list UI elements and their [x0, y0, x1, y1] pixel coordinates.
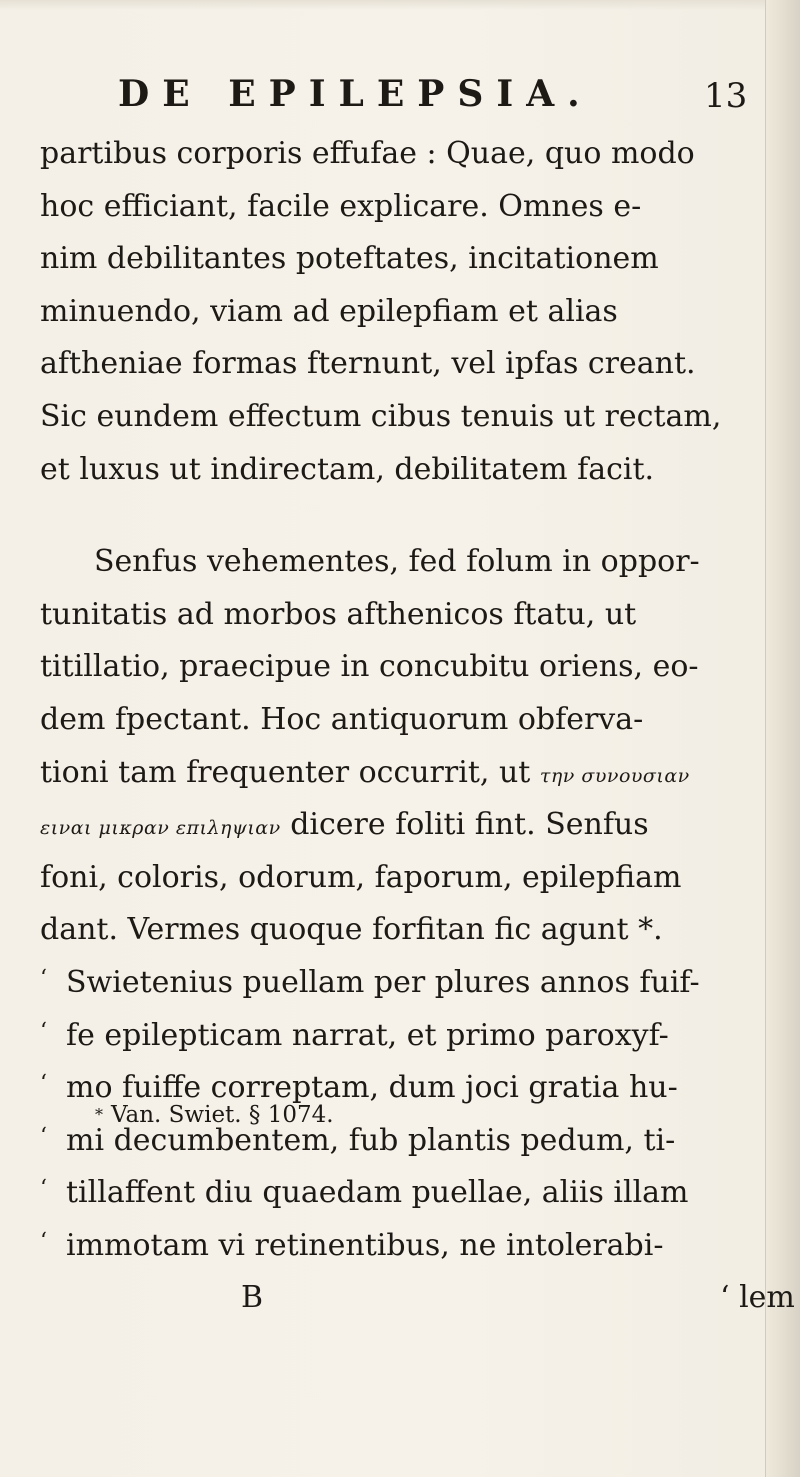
text-line: dem fpectant. Hoc antiquorum obferva-	[40, 701, 644, 737]
catchword: ‘ lem	[720, 1280, 795, 1316]
page-top-edge	[0, 0, 800, 10]
printer-signature: B	[241, 1280, 264, 1316]
quote-mark: ‘	[40, 965, 47, 991]
quoted-text: fe epilepticam narrat, et primo paroxyf-	[66, 1017, 669, 1053]
text-line: Sic eundem effectum cibus tenuis ut rectam,	[40, 398, 722, 434]
paragraph-first-line: Senfus vehementes, fed folum in oppor-	[94, 544, 700, 580]
quoted-line	[40, 1010, 770, 1063]
quote-mark: ‘	[40, 1071, 47, 1097]
quoted-line	[40, 1167, 770, 1220]
text-line: foni, coloris, odorum, faporum, epilepfiam	[40, 859, 682, 895]
text-line-with-greek	[40, 747, 770, 800]
quote-mark: ‘	[40, 1176, 47, 1202]
quoted-line	[40, 1220, 770, 1273]
text-line: hoc efficiant, facile explicare. Omnes e-	[40, 188, 642, 224]
greek-phrase: ειναι μικραν επιληψιαν	[40, 817, 281, 840]
text-line: aftheniae formas fternunt, vel ipfas creant.	[40, 346, 696, 382]
text-line: et luxus ut indirectam, debilitatem facit.	[40, 451, 655, 487]
quoted-text: mi decumbentem, fub plantis pedum, ti-	[66, 1122, 676, 1158]
running-head: DE EPILEPSIA.	[118, 73, 593, 115]
page-header	[0, 72, 760, 116]
quoted-text: mo fuiffe correptam, dum joci gratia hu-	[66, 1070, 678, 1106]
quoted-text: tillaffent diu quaedam puellae, aliis illam	[66, 1175, 689, 1211]
paragraph-gap	[40, 496, 770, 536]
body-text	[40, 128, 795, 1325]
latin-text: dicere foliti fint. Senfus	[290, 807, 649, 843]
text-line: tunitatis ad morbos afthenicos ftatu, ut	[40, 596, 637, 632]
quote-mark: ‘	[40, 1228, 47, 1254]
quoted-text: Swietenius puellam per plures annos fuif-	[66, 964, 700, 1000]
page-number: 13	[704, 76, 748, 116]
footnote	[95, 1100, 334, 1130]
quote-mark: ‘	[40, 1018, 47, 1044]
greek-phrase: την συνουσιαν	[539, 764, 690, 787]
latin-text: tioni tam frequenter occurrit, ut	[40, 754, 531, 790]
quoted-text: immotam vi retinentibus, ne intolerabi-	[66, 1227, 664, 1263]
quote-mark: ‘	[40, 1123, 47, 1149]
page-gutter-edge	[765, 0, 800, 1477]
text-line: titillatio, praecipue in concubitu oriens, eo-	[40, 649, 699, 685]
text-line: partibus corporis effufae : Quae, quo modo	[40, 136, 695, 171]
footnote-marker: *	[95, 1105, 103, 1124]
signature-row	[40, 1272, 795, 1325]
text-line: minuendo, viam ad epilepfiam et alias	[40, 293, 618, 329]
text-line-with-greek	[40, 799, 770, 852]
quoted-line	[40, 957, 770, 1010]
text-line: dant. Vermes quoque forfitan fic agunt *.	[40, 912, 663, 948]
footnote-text: Van. Swiet. § 1074.	[111, 1102, 334, 1128]
text-line: nim debilitantes poteftates, incitationem	[40, 241, 659, 277]
